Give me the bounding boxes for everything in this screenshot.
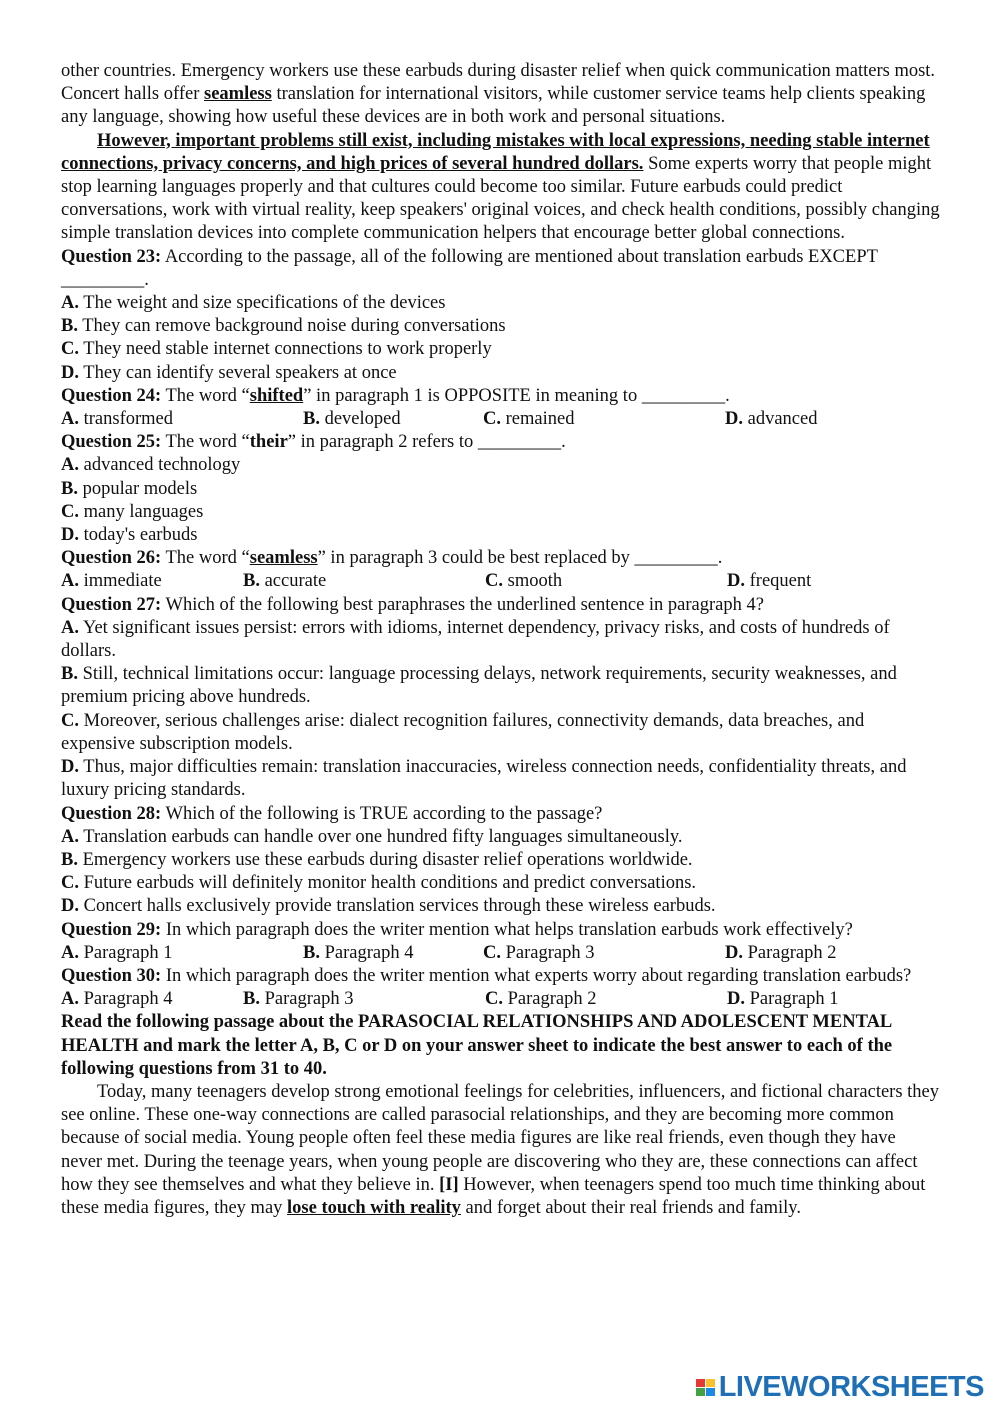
keyword-lose-touch: lose touch with reality	[287, 1197, 461, 1218]
underlined-sentence: However, important problems still exist, including mistakes with local expressions, needing stable internet connections, privacy concerns, and high prices of several hundred dollars.	[61, 130, 930, 174]
option-25-b[interactable]: B. popular models	[61, 478, 198, 499]
option-30-c[interactable]: C. Paragraph 2	[485, 989, 597, 1010]
option-29-b[interactable]: B. Paragraph 4	[303, 942, 414, 963]
option-30-b[interactable]: B. Paragraph 3	[243, 989, 354, 1010]
option-26-a[interactable]: A. immediate	[61, 571, 162, 592]
insert-marker-i: [I]	[439, 1174, 459, 1195]
question-29: Question 29: In which paragraph does the writer mention what helps translation earbuds work effectively?	[61, 919, 853, 940]
option-24-c[interactable]: C. remained	[483, 409, 575, 430]
option-25-a[interactable]: A. advanced technology	[61, 455, 241, 476]
option-29-d[interactable]: D. Paragraph 2	[725, 942, 837, 963]
passage2-paragraph-1: Today, many teenagers develop strong emotional feelings for celebrities, influencers, and fictional characters they see online. These one-way connections are called parasocial relationships, and they are becoming more common because of social media. Young people often feel these media figures are like real friends, even though they have never met. During the teenage years, when young people are discovering who they are, these connections can affect how they see themselves and what they believe in. [I] However, when teenagers spend too much time thinking about these media figures, they may lose touch with reality and forget about their real friends and family.	[61, 1081, 940, 1218]
option-30-a[interactable]: A. Paragraph 4	[61, 989, 173, 1010]
passage-paragraph-4: However, important problems still exist, including mistakes with local expressions, needing stable internet connections, privacy concerns, and high prices of several hundred dollars. Some experts worry that people might stop learning languages properly and that cultures could become too similar. Future earbuds could predict conversations, work with virtual reality, keep speakers' original voices, and check health conditions, possibly changing simple translation devices into complete communication helpers that encourage better global connections.	[61, 130, 940, 244]
question-28: Question 28: Which of the following is TRUE according to the passage?	[61, 803, 603, 824]
option-23-c[interactable]: C. They need stable internet connections to work properly	[61, 339, 492, 360]
option-23-b[interactable]: B. They can remove background noise during conversations	[61, 316, 506, 337]
option-24-b[interactable]: B. developed	[303, 409, 401, 430]
liveworksheets-logo	[696, 1372, 984, 1402]
options-26	[61, 570, 941, 593]
logo-mark-icon	[696, 1379, 715, 1396]
option-30-d[interactable]: D. Paragraph 1	[727, 989, 839, 1010]
options-29	[61, 942, 941, 965]
option-24-a[interactable]: A. transformed	[61, 409, 174, 430]
option-28-d[interactable]: D. Concert halls exclusively provide translation services through these wireless earbuds.	[61, 896, 716, 917]
option-27-c[interactable]: C. Moreover, serious challenges arise: dialect recognition failures, connectivity demands, data breaches, and expensive subscription models.	[61, 710, 865, 754]
options-24	[61, 408, 941, 431]
question-23: Question 23: According to the passage, all of the following are mentioned about translation earbuds EXCEPT _________.	[61, 246, 878, 290]
option-27-a[interactable]: A. Yet significant issues persist: errors with idioms, internet dependency, privacy risks, and costs of hundreds of dollars.	[61, 617, 890, 662]
question-24: Question 24: The word “shifted” in paragraph 1 is OPPOSITE in meaning to _________.	[61, 385, 730, 406]
option-29-c[interactable]: C. Paragraph 3	[483, 942, 595, 963]
keyword-seamless: seamless	[204, 84, 272, 105]
passage-paragraph-3-end: other countries. Emergency workers use these earbuds during disaster relief when quick communication matters most. Concert halls offer seamless translation for international visitors, while customer service teams help clients speaking any language, showing how useful these devices are in both work and personal situations.	[61, 61, 936, 128]
section-instruction: Read the following passage about the PARASOCIAL RELATIONSHIPS AND ADOLESCENT MENTAL HEALTH and mark the letter A, B, C or D on your answer sheet to indicate the best answer to each of the following questions from 31 to 40.	[61, 1012, 893, 1079]
logo-text: LIVEWORKSHEETS	[718, 1371, 984, 1403]
option-26-d[interactable]: D. frequent	[727, 571, 812, 592]
option-25-d[interactable]: D. today's earbuds	[61, 525, 198, 546]
options-30	[61, 988, 941, 1011]
question-25: Question 25: The word “their” in paragraph 2 refers to _________.	[61, 432, 566, 453]
keyword-their: their	[249, 432, 288, 453]
option-26-b[interactable]: B. accurate	[243, 571, 327, 592]
option-28-b[interactable]: B. Emergency workers use these earbuds during disaster relief operations worldwide.	[61, 849, 693, 870]
option-27-d[interactable]: D. Thus, major difficulties remain: translation inaccuracies, wireless connection needs, confidentiality threats, and luxury pricing standards.	[61, 757, 907, 801]
option-26-c[interactable]: C. smooth	[485, 571, 563, 592]
option-23-d[interactable]: D. They can identify several speakers at once	[61, 362, 397, 383]
question-26: Question 26: The word “seamless” in paragraph 3 could be best replaced by _________.	[61, 548, 723, 569]
option-27-b[interactable]: B. Still, technical limitations occur: language processing delays, network requirements, security weaknesses, and premium pricing above hundreds.	[61, 664, 897, 708]
option-29-a[interactable]: A. Paragraph 1	[61, 942, 173, 963]
keyword-seamless-q26: seamless	[249, 548, 318, 569]
question-27: Question 27: Which of the following best paraphrases the underlined sentence in paragraph 4?	[61, 594, 764, 615]
option-25-c[interactable]: C. many languages	[61, 501, 204, 522]
keyword-shifted: shifted	[249, 385, 304, 406]
option-28-a[interactable]: A. Translation earbuds can handle over one hundred fifty languages simultaneously.	[61, 826, 683, 847]
option-28-c[interactable]: C. Future earbuds will definitely monitor health conditions and predict conversations.	[61, 873, 697, 894]
option-24-d[interactable]: D. advanced	[725, 409, 818, 430]
worksheet-page	[61, 60, 941, 1220]
option-23-a[interactable]: A. The weight and size specifications of the devices	[61, 293, 446, 314]
question-30: Question 30: In which paragraph does the writer mention what experts worry about regarding translation earbuds?	[61, 965, 912, 986]
